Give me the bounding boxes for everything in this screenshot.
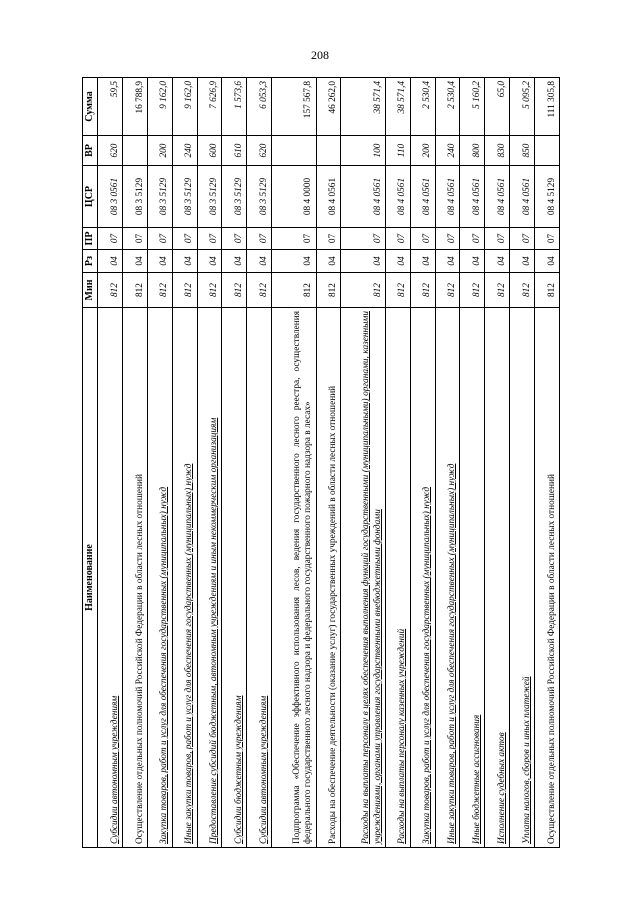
cell-csr: 08 4 0561 bbox=[316, 166, 341, 228]
cell-pr: 07 bbox=[272, 228, 317, 250]
cell-rz: 04 bbox=[123, 250, 148, 273]
cell-name: Субсидии бюджетным учреждениям bbox=[222, 308, 247, 848]
cell-sum: 2 530,4 bbox=[435, 78, 460, 136]
cell-min: 812 bbox=[485, 273, 510, 308]
cell-name: Закупка товаров, работ и услуг для обеспечения государственных (муниципальных) нужд bbox=[410, 308, 435, 848]
table-row bbox=[341, 78, 386, 848]
cell-rz: 04 bbox=[460, 250, 485, 273]
table-row bbox=[316, 78, 341, 848]
rotated-table-container bbox=[82, 78, 560, 848]
cell-pr: 07 bbox=[485, 228, 510, 250]
cell-vr bbox=[535, 136, 560, 166]
table-row bbox=[197, 78, 222, 848]
cell-rz: 04 bbox=[147, 250, 172, 273]
cell-min: 812 bbox=[435, 273, 460, 308]
cell-pr: 07 bbox=[460, 228, 485, 250]
cell-min: 812 bbox=[410, 273, 435, 308]
cell-name: Осуществление отдельных полномочий Российской Федерации в области лесных отношений bbox=[535, 308, 560, 848]
cell-rz: 04 bbox=[272, 250, 317, 273]
cell-rz: 04 bbox=[172, 250, 197, 273]
cell-pr: 07 bbox=[510, 228, 535, 250]
cell-vr: 100 bbox=[341, 136, 386, 166]
cell-rz: 04 bbox=[341, 250, 386, 273]
cell-vr: 240 bbox=[172, 136, 197, 166]
table-row bbox=[247, 78, 272, 848]
cell-min: 812 bbox=[535, 273, 560, 308]
cell-name: Субсидии автономным учреждениям bbox=[98, 308, 123, 848]
cell-rz: 04 bbox=[222, 250, 247, 273]
table-row bbox=[272, 78, 317, 848]
cell-rz: 04 bbox=[510, 250, 535, 273]
cell-csr: 08 3 5129 bbox=[172, 166, 197, 228]
cell-rz: 04 bbox=[485, 250, 510, 273]
col-header-name: Наименование bbox=[83, 308, 98, 848]
cell-name: Подпрограмма «Обеспечение эффективного использования лесов, ведения государственного лесного реестра, осуществления федерального государственного лесного надзора и федерального государственного пожарного надзора в лесах» bbox=[272, 308, 317, 848]
cell-vr: 850 bbox=[510, 136, 535, 166]
cell-rz: 04 bbox=[385, 250, 410, 273]
col-header-pr: ПР bbox=[83, 228, 98, 250]
cell-csr: 08 3 5129 bbox=[222, 166, 247, 228]
table-row bbox=[385, 78, 410, 848]
cell-name: Закупка товаров, работ и услуг для обеспечения государственных (муниципальных) нужд bbox=[147, 308, 172, 848]
table-row bbox=[147, 78, 172, 848]
cell-vr: 610 bbox=[222, 136, 247, 166]
table-row bbox=[435, 78, 460, 848]
cell-name: Иные закупки товаров, работ и услуг для обеспечения государственных (муниципальных) нужд bbox=[172, 308, 197, 848]
budget-table bbox=[82, 77, 560, 848]
cell-vr: 620 bbox=[247, 136, 272, 166]
table-header-row bbox=[83, 78, 98, 848]
cell-vr: 600 bbox=[197, 136, 222, 166]
cell-min: 812 bbox=[385, 273, 410, 308]
cell-sum: 6 053,3 bbox=[247, 78, 272, 136]
cell-pr: 07 bbox=[98, 228, 123, 250]
cell-name: Расходы на выплаты персоналу казенных учреждений bbox=[385, 308, 410, 848]
cell-pr: 07 bbox=[385, 228, 410, 250]
cell-sum: 46 262,0 bbox=[316, 78, 341, 136]
table-body bbox=[98, 78, 560, 848]
cell-sum: 5 160,2 bbox=[460, 78, 485, 136]
cell-pr: 07 bbox=[535, 228, 560, 250]
cell-min: 812 bbox=[272, 273, 317, 308]
table-row bbox=[410, 78, 435, 848]
cell-min: 812 bbox=[510, 273, 535, 308]
cell-csr: 08 3 5129 bbox=[247, 166, 272, 228]
cell-min: 812 bbox=[123, 273, 148, 308]
cell-name: Исполнение судебных актов bbox=[485, 308, 510, 848]
col-header-min: Мин bbox=[83, 273, 98, 308]
cell-csr: 08 4 0561 bbox=[341, 166, 386, 228]
col-header-vr: ВР bbox=[83, 136, 98, 166]
cell-rz: 04 bbox=[435, 250, 460, 273]
cell-name: Предоставление субсидий бюджетным, автономным учреждениям и иным некоммерческим организациям bbox=[197, 308, 222, 848]
cell-min: 812 bbox=[98, 273, 123, 308]
table-row bbox=[172, 78, 197, 848]
cell-sum: 38 571,4 bbox=[341, 78, 386, 136]
cell-csr: 08 3 5129 bbox=[123, 166, 148, 228]
cell-vr: 830 bbox=[485, 136, 510, 166]
cell-csr: 08 4 0561 bbox=[385, 166, 410, 228]
cell-vr: 240 bbox=[435, 136, 460, 166]
cell-min: 812 bbox=[247, 273, 272, 308]
cell-vr: 200 bbox=[147, 136, 172, 166]
cell-csr: 08 4 5129 bbox=[535, 166, 560, 228]
cell-pr: 07 bbox=[197, 228, 222, 250]
cell-sum: 2 530,4 bbox=[410, 78, 435, 136]
cell-name: Расходы на обеспечение деятельности (оказание услуг) государственных учреждений в области лесных отношений bbox=[316, 308, 341, 848]
table-row bbox=[98, 78, 123, 848]
cell-sum: 65,0 bbox=[485, 78, 510, 136]
cell-rz: 04 bbox=[410, 250, 435, 273]
cell-min: 812 bbox=[197, 273, 222, 308]
cell-rz: 04 bbox=[98, 250, 123, 273]
cell-vr bbox=[316, 136, 341, 166]
cell-vr bbox=[272, 136, 317, 166]
cell-sum: 59,5 bbox=[98, 78, 123, 136]
cell-name: Осуществление отдельных полномочий Российской Федерации в области лесных отношений bbox=[123, 308, 148, 848]
cell-pr: 07 bbox=[247, 228, 272, 250]
cell-pr: 07 bbox=[435, 228, 460, 250]
cell-sum: 111 305,8 bbox=[535, 78, 560, 136]
page-number: 208 bbox=[311, 48, 329, 62]
cell-pr: 07 bbox=[410, 228, 435, 250]
cell-name: Иные бюджетные ассигнования bbox=[460, 308, 485, 848]
cell-pr: 07 bbox=[341, 228, 386, 250]
cell-csr: 08 4 0000 bbox=[272, 166, 317, 228]
cell-csr: 08 4 0561 bbox=[485, 166, 510, 228]
cell-rz: 04 bbox=[316, 250, 341, 273]
cell-pr: 07 bbox=[172, 228, 197, 250]
cell-sum: 38 571,4 bbox=[385, 78, 410, 136]
cell-pr: 07 bbox=[316, 228, 341, 250]
cell-vr: 620 bbox=[98, 136, 123, 166]
cell-vr: 200 bbox=[410, 136, 435, 166]
cell-min: 812 bbox=[460, 273, 485, 308]
table-row bbox=[460, 78, 485, 848]
cell-sum: 5 095,2 bbox=[510, 78, 535, 136]
cell-name: Расходы на выплаты персоналу в целях обеспечения выполнения функций государственными (муниципальными) органами, казенными учреждениями, органами управления государственными внебюджетными фондами bbox=[341, 308, 386, 848]
cell-csr: 08 3 5129 bbox=[147, 166, 172, 228]
cell-min: 812 bbox=[222, 273, 247, 308]
cell-sum: 1 573,6 bbox=[222, 78, 247, 136]
cell-sum: 9 162,0 bbox=[172, 78, 197, 136]
cell-name: Субсидии автономным учреждениям bbox=[247, 308, 272, 848]
cell-sum: 7 626,9 bbox=[197, 78, 222, 136]
cell-rz: 04 bbox=[535, 250, 560, 273]
cell-min: 812 bbox=[316, 273, 341, 308]
cell-name: Иные закупки товаров, работ и услуг для обеспечения государственных (муниципальных) нужд bbox=[435, 308, 460, 848]
cell-vr: 110 bbox=[385, 136, 410, 166]
cell-min: 812 bbox=[172, 273, 197, 308]
cell-csr: 08 4 0561 bbox=[510, 166, 535, 228]
cell-min: 812 bbox=[147, 273, 172, 308]
cell-csr: 08 4 0561 bbox=[460, 166, 485, 228]
cell-pr: 07 bbox=[222, 228, 247, 250]
col-header-csr: ЦСР bbox=[83, 166, 98, 228]
cell-sum: 16 788,9 bbox=[123, 78, 148, 136]
cell-pr: 07 bbox=[123, 228, 148, 250]
cell-csr: 08 3 5129 bbox=[197, 166, 222, 228]
col-header-rz: Рз bbox=[83, 250, 98, 273]
cell-sum: 157 567,8 bbox=[272, 78, 317, 136]
cell-sum: 9 162,0 bbox=[147, 78, 172, 136]
cell-name: Уплата налогов, сборов и иных платежей bbox=[510, 308, 535, 848]
cell-vr bbox=[123, 136, 148, 166]
cell-csr: 08 4 0561 bbox=[410, 166, 435, 228]
cell-min: 812 bbox=[341, 273, 386, 308]
cell-csr: 08 4 0561 bbox=[435, 166, 460, 228]
table-row bbox=[510, 78, 535, 848]
table-row bbox=[123, 78, 148, 848]
table-row bbox=[485, 78, 510, 848]
cell-vr: 800 bbox=[460, 136, 485, 166]
cell-rz: 04 bbox=[247, 250, 272, 273]
col-header-sum: Сумма bbox=[83, 78, 98, 136]
cell-rz: 04 bbox=[197, 250, 222, 273]
cell-csr: 08 3 0561 bbox=[98, 166, 123, 228]
table-row bbox=[535, 78, 560, 848]
cell-pr: 07 bbox=[147, 228, 172, 250]
table-row bbox=[222, 78, 247, 848]
